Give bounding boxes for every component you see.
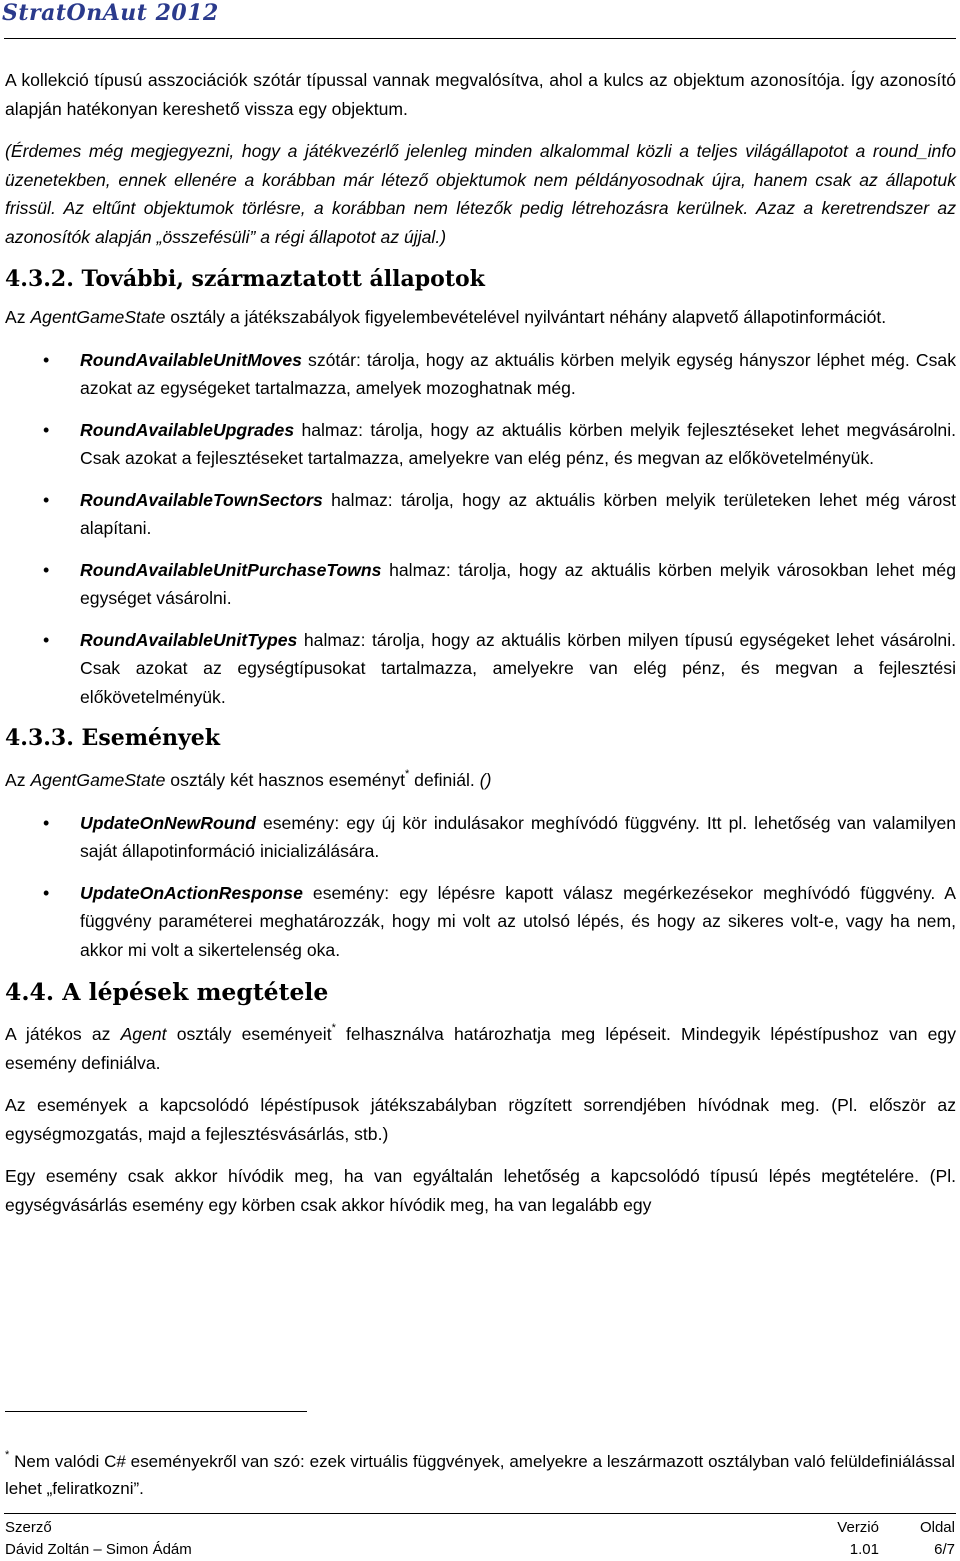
- property-name: RoundAvailableUnitPurchaseTowns: [80, 559, 382, 580]
- footer-divider: [4, 1513, 956, 1514]
- page-footer: [5, 1517, 955, 1561]
- header-logo: StratOnAut 2012: [2, 0, 219, 26]
- list-item: • RoundAvailableTownSectors halmaz: tárolja, hogy az aktuális körben melyik területeken lehet még várost alapítani.: [5, 486, 956, 543]
- footnote-separator: [5, 1411, 307, 1412]
- paragraph-collection-associations: A kollekció típusú asszociációk szótár típussal vannak megvalósítva, ahol a kulcs az objektum azonosítója. Így azonosító alapján hatékonyan kereshető vissza egy objektum.: [5, 70, 956, 119]
- list-item: • RoundAvailableUnitMoves szótár: tárolja, hogy az aktuális körben melyik egység hányszor léphet még. Csak azokat az egységeket tartalmazza, amelyek mozoghatnak még.: [5, 346, 956, 403]
- footnote-text: Nem valódi C# eseményekről van szó: ezek virtuális függvények, amelyekre a leszármazott osztályban való felüldefiniálással lehet „feliratkozni”.: [5, 1452, 955, 1498]
- list-item: • RoundAvailableUnitTypes halmaz: tárolja, hogy az aktuális körben milyen típusú egységeket lehet vásárolni. Csak azokat az egységtípusokat tartalmazza, amelyekre van elég pénz, és megvan a fejlesztési előkövetelményük.: [5, 626, 956, 712]
- class-name-agent-game-state: AgentGameState: [30, 770, 166, 790]
- property-name: RoundAvailableTownSectors: [80, 489, 323, 510]
- header-divider: [4, 38, 956, 39]
- derived-state-list: [5, 346, 956, 712]
- list-item: • RoundAvailableUnitPurchaseTowns halmaz: tárolja, hogy az aktuális körben melyik városokban lehet még egységet vásárolni.: [5, 556, 956, 613]
- footnote-ref: *: [405, 768, 410, 780]
- property-name: RoundAvailableUpgrades: [80, 419, 295, 440]
- paragraph-events-intro: Az AgentGameState osztály két hasznos eseményt* definiál. (): [5, 768, 492, 790]
- author-value: Dávid Zoltán – Simon Ádám: [5, 1541, 192, 1558]
- heading-4-3-2: 4.3.2. További, származtatott állapotok: [5, 266, 485, 292]
- paragraph-agent-events: A játékos az Agent osztály eseményeit* felhasználva határozhatja meg lépéseit. Mindegyik lépéstípushoz van egy esemény definiálva.: [5, 1022, 957, 1073]
- version-label: Verzió: [837, 1519, 879, 1536]
- event-name: UpdateOnActionResponse: [80, 882, 303, 903]
- events-list: [5, 809, 956, 965]
- heading-4-3-3: 4.3.3. Események: [5, 725, 221, 751]
- footnote-ref: *: [331, 1022, 336, 1034]
- heading-4-4: 4.4. A lépések megtétele: [5, 978, 329, 1006]
- property-name: RoundAvailableUnitMoves: [80, 349, 302, 370]
- class-name-agent-game-state: AgentGameState: [30, 307, 166, 327]
- footnote-mark: *: [5, 1449, 10, 1461]
- page-label: Oldal: [919, 1519, 955, 1536]
- paragraph-event-order: Az események a kapcsolódó lépéstípusok játékszabályban rögzített sorrendjében hívódnak meg. (Pl. először az egységmozgatás, majd a fejlesztésvásárlás, stb.): [5, 1095, 956, 1144]
- page-number: 6/7: [934, 1541, 955, 1558]
- list-item: • UpdateOnNewRound esemény: egy új kör indulásakor meghívódó függvény. Itt pl. lehetőség van valamilyen saját állapotinformáció inicializálására.: [5, 809, 956, 866]
- list-item: • UpdateOnActionResponse esemény: egy lépésre kapott válasz megérkezésekor meghívódó függvény. A függvény paraméterei meghatározzák, hogy mi volt az utolsó lépés, és hogy az sikeres volt-e, vagy ha nem, akkor mi volt a sikertelenség oka.: [5, 879, 956, 965]
- paragraph-agent-game-state-intro: Az AgentGameState osztály a játékszabályok figyelembevételével nyilvántart néhány alapvető állapotinformációt.: [5, 307, 887, 327]
- paragraph-note-world-state: (Érdemes még megjegyezni, hogy a játékvezérlő jelenleg minden alkalommal közli a teljes világállapotot a round_info üzenetekben, ennek ellenére a korábban már létező objektumok nem példányosodnak újra, hanem csak az állapotuk frissül. Az eltűnt objektumok törlésre, a korábban nem létezők pedig létrehozásra kerülnek. Azaz a keretrendszer az azonosítók alapján „összefésüli” a régi állapotot az újjal.): [5, 141, 956, 247]
- footnote: [5, 1448, 955, 1502]
- list-item: • RoundAvailableUpgrades halmaz: tárolja, hogy az aktuális körben melyik fejlesztéseket lehet megvásárolni. Csak azokat a fejlesztéseket tartalmazza, amelyekre van elég pénz, és megvan az előkövetelményük.: [5, 416, 956, 473]
- paragraph-event-conditions: Egy esemény csak akkor hívódik meg, ha van egyáltalán lehetőség a kapcsolódó típusú lépés megtételére. (Pl. egységvásárlás esemény egy körben csak akkor hívódik meg, ha van legalább egy: [5, 1166, 956, 1215]
- version-value: 1.01: [849, 1541, 879, 1558]
- author-label: Szerző: [5, 1519, 52, 1536]
- event-name: UpdateOnNewRound: [80, 812, 256, 833]
- class-name-agent: Agent: [120, 1024, 167, 1044]
- document-body: [5, 66, 956, 1219]
- property-name: RoundAvailableUnitTypes: [80, 629, 298, 650]
